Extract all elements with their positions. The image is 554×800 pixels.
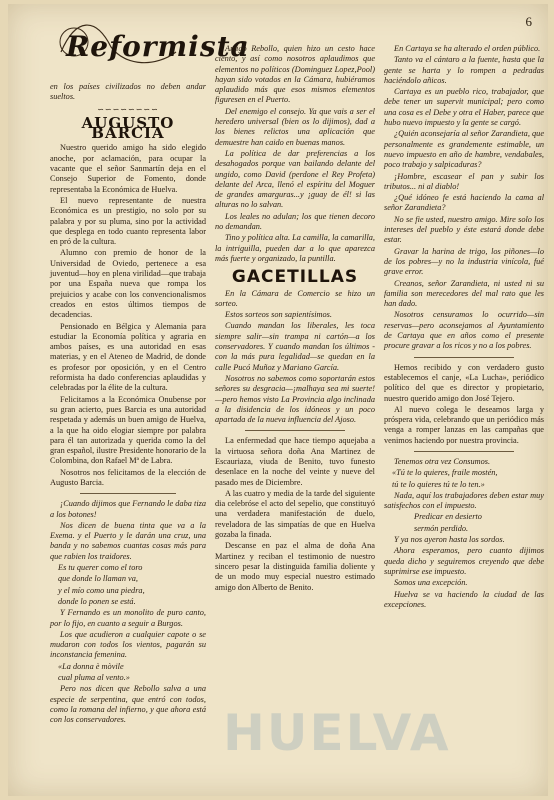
library-watermark: HUELVA bbox=[223, 704, 451, 762]
obituary-paragraph: Descanse en paz el alma de doña Ana Martinez y reciban el testimonio de nuestro sincero pesar la distinguida familia doliente y de un modo muy especial nuestro estimado amigo don Alberto de Benito. bbox=[215, 541, 375, 592]
cartaya-paragraph: Tanto va el cántaro a la fuente, hasta que la gente se harta y lo rompen a pedradas haciéndolo añicos. bbox=[384, 55, 544, 85]
ornament-divider: ∽∽∽∽∽∽∽∽ bbox=[97, 104, 159, 114]
cartaya-paragraph: Creanos, señor Zarandieta, ni usted ni su familia son merecedores del mal rato que les han dado. bbox=[384, 278, 544, 309]
obituary-paragraph: A las cuatro y media de la tarde del siguiente dia celebróse el acto del sepelio, que constituyó una verdadera manifestación de duelo, reveladora de las simpatías de que en Huelva gozaba la finada. bbox=[215, 488, 375, 540]
gacetilla-paragraph: Nosotros no sabemos como soportarán estos señores su desgracia—¡malhaya sea mi suerte!—pero hemos visto La Provincia algo inclinada a la disidencia de los idóneos y un poco apartada de la nueva influencia del Ajoso. bbox=[215, 373, 375, 425]
consumos-paragraph: Huelva se va haciendo la ciudad de las excepciones. bbox=[384, 589, 544, 609]
page-number: 6 bbox=[525, 14, 532, 29]
consumos-paragraph: Nada, aquí los trabajadores deben estar muy satisfechos con el impuesto. bbox=[384, 490, 544, 511]
barcia-paragraph: Felicitamos a la Económica Onubense por su gran acierto, pues Barcia es una autoridad respetada y además un buen amigo de Huelva, a la que ha oido elogiar siempre por palabra para él tan autorizada y querida como la del gran español, ilustre Presidente honorario de la Colombina, don Rafael Mª de Labra. bbox=[50, 394, 206, 466]
column-1 bbox=[50, 82, 206, 727]
divider bbox=[80, 493, 176, 494]
section-title-gacetillas: GACETILLAS bbox=[231, 267, 359, 288]
consumos-paragraph: Ahora esperamos, pero cuanto dijimos queda dicho y seguiremos creyendo que debe suprimirse ese impuesto. bbox=[384, 546, 544, 576]
verse-line: sermón perdido. bbox=[414, 523, 469, 533]
cartaya-paragraph: Nosotros censuramos lo ocurrido—sin reservas—pero aconsejamos al Ayuntamiento de Cartaya que en años como el presente procure gravar a los ricos y no a los pobres. bbox=[384, 310, 544, 351]
divider bbox=[414, 357, 514, 358]
poem-paragraph: Y Fernando es un monolito de puro canto, por lo fijo, en cuanto a seguir a Burgos. bbox=[50, 608, 206, 628]
cartaya-paragraph: Gravar la harina de trigo, los piñones—lo de los pobres—y no la industria vinícola, fué grave error. bbox=[384, 246, 544, 277]
cartaya-paragraph: ¿Qué idóneo fe está haciendo la cama al señor Zarandieta? bbox=[384, 193, 544, 213]
verse-line: y el mío como una piedra, bbox=[58, 585, 145, 595]
intro-line: en los países civilizados no deben andar sueltos. bbox=[50, 82, 206, 102]
column-2 bbox=[215, 44, 375, 594]
poem-paragraph: ¡Cuando dijimos que Fernando le daba tiza a los botones! bbox=[50, 499, 206, 519]
verse-line: «Tú te lo quieres, fraile mostén, bbox=[392, 468, 498, 478]
verse-line: tú te lo quieres tú te lo ten.» bbox=[392, 479, 485, 489]
cartaya-paragraph: En Cartaya se ha alterado el orden público. bbox=[394, 44, 541, 53]
barcia-paragraph: Pensionado en Bélgica y Alemania para estudiar la Economía política y agraria en ambos países, es una autoridad en esas materias, y en el Ateneo de Madrid, de donde es profesor por oposición, y en el Centro reformista ha dado conferencias aplaudidas y celebradas por la élite de la cultura. bbox=[50, 321, 206, 393]
cartaya-paragraph: ¿Quién aconsejaría al señor Zarandieta, que personalmente es grandemente estimable, un nuevo impuesto en año de hambre, vendabales, poco trabajo y salpicaduras? bbox=[384, 129, 544, 170]
poem-paragraph: Nos dicen de buena tinta que va a la Exema. y el Puerto y le darán una cruz, una banda y no sabemos cuantas cosas más para que rabien los traidores. bbox=[50, 520, 206, 561]
barcia-paragraph: Nuestro querido amigo ha sido elegido anoche, por aclamación, para ocupar la vacante que el señor Sanmartín deja en el Consejo Superior de Fomento, donde representaba la Económica de Huelva. bbox=[50, 143, 206, 194]
lucha-paragraph: Al nuevo colega le deseamos larga y próspera vida, celebrando que un periódico más venga a romper lanzas en las campañas que venimos haciendo por nuestra provincia. bbox=[384, 404, 544, 445]
section-title-barcia: AUGUSTO BARCIA bbox=[81, 113, 175, 143]
cartaya-paragraph: No se fie usted, nuestro amigo. Mire solo los intereses del pueblo y éste estará donde debe estar. bbox=[384, 214, 544, 245]
column-3 bbox=[384, 44, 544, 611]
verse-line: Es tu querer como el toro bbox=[58, 563, 143, 573]
verse-line: Predicar en desierto bbox=[414, 512, 482, 522]
gacetilla-paragraph: Estos sorteos son sapientísimos. bbox=[225, 310, 332, 320]
verse-line: donde lo ponen se está. bbox=[58, 596, 136, 606]
divider bbox=[414, 451, 514, 452]
gacetilla-paragraph: Cuando mandan los liberales, les toca siempre salir—sin trampa ni cartón—a los conservadores. Y cuando mandan los últimos - con la más pura legalidad—se quedan en la calle Pucó Muñoz y Mariano García. bbox=[215, 321, 375, 372]
cartaya-paragraph: ¡Hombre, escasear el pan y subir los tributos... ni al diablo! bbox=[384, 171, 544, 191]
consumos-paragraph: Tenemos otra vez Consumos. bbox=[394, 456, 491, 466]
verse-line: cual pluma al vento.» bbox=[58, 673, 130, 683]
poem-paragraph: Pero nos dicen que Rebollo salva a una especie de serpentina, que entró con todos, como la romana del infierno, y que ahora está con los conservadores. bbox=[50, 684, 206, 725]
political-paragraph: Del enemigo el consejo. Ya que vais a ser el heredero universal (bien os lo dijimos), dad a los bienes relictos una aplicación que demuestre han caido en buenas manos. bbox=[215, 106, 375, 147]
barcia-paragraph: El nuevo representante de nuestra Económica es un prestigio, no solo por su palabra y por su pluma, sino por la actividad que desplega en todo cuanto representa labor en pró de la cultura. bbox=[50, 195, 206, 247]
consumos-paragraph: Somos una excepción. bbox=[394, 578, 468, 588]
political-paragraph: Tino y política alta. La camilla, la camarilla, la intriguilla, pueden dar a lo que aparezca más fuerte y organizado, la puntilla. bbox=[215, 233, 375, 263]
political-paragraph: La política de dar preferencias a los desahogados porque van bailando delante del ungido, como David (perdone el Rey Profeta) delante del Arca, llenó el espíritu del Moguer de grandes amarguras...y ¡guay de él! si las alturas no lo salvan. bbox=[215, 148, 375, 210]
newspaper-page bbox=[8, 4, 548, 796]
verse-line: «La donna è mòvile bbox=[58, 661, 124, 671]
political-paragraph: Los leales no adulan; los que tienen decoro no demandan. bbox=[215, 211, 375, 232]
verse-line: que donde lo llaman va, bbox=[58, 574, 138, 584]
barcia-paragraph: Alumno con premio de honor de la Universidad de Oviedo, pertenece a esa juventud—hoy en plena virilidad—que trabaja por una España nueva que rompa los prejuicios y acabe con los convencionalismos creados en estos últimos tiempos de decadencias. bbox=[50, 248, 206, 320]
divider bbox=[245, 430, 345, 431]
political-paragraph: Amigo Rebollo, quien hizo un cesto hace ciento, y así como nosotros aplaudimos que elementos no políticos (Dominguez Lopez,Pool) hayan sido votados en la Cámara, hubiéramos aplaudido más que esos mismos elementos figuresen en el Puerto. bbox=[215, 44, 375, 105]
masthead-title: Reformista bbox=[66, 30, 250, 63]
consumos-paragraph: Y ya nos ayeron hasta los sordos. bbox=[394, 535, 505, 545]
obituary-paragraph: La enfermedad que hace tiempo aquejaba a la virtuosa señora doña Ana Martinez de Escauriaza, viuda de Benito, tuvo funesto desenlace en la noche del veinte y nueve del pasado mes de Diciembre. bbox=[215, 436, 375, 487]
lucha-paragraph: Hemos recibido y con verdadero gusto establecemos el canje, «La Lucha», periódico político del que es director y propietario, nuestro querido amigo don José Tejero. bbox=[384, 362, 544, 403]
cartaya-paragraph: Cartaya es un pueblo rico, trabajador, que debe tener un supervit municipal; pero como una cosa es el Debe y otra el Haber, parece que hubo nuevo impuesto y la gente se cargó. bbox=[384, 87, 544, 128]
barcia-paragraph: Nosotros nos felicitamos de la elección de Augusto Barcia. bbox=[50, 467, 206, 487]
gacetilla-paragraph: En la Cámara de Comercio se hizo un sorteo. bbox=[215, 288, 375, 308]
poem-paragraph: Los que acudieron a cualquier capote o se mudaron con todos los vientos, pagarán su inconstancia femenina. bbox=[50, 629, 206, 660]
